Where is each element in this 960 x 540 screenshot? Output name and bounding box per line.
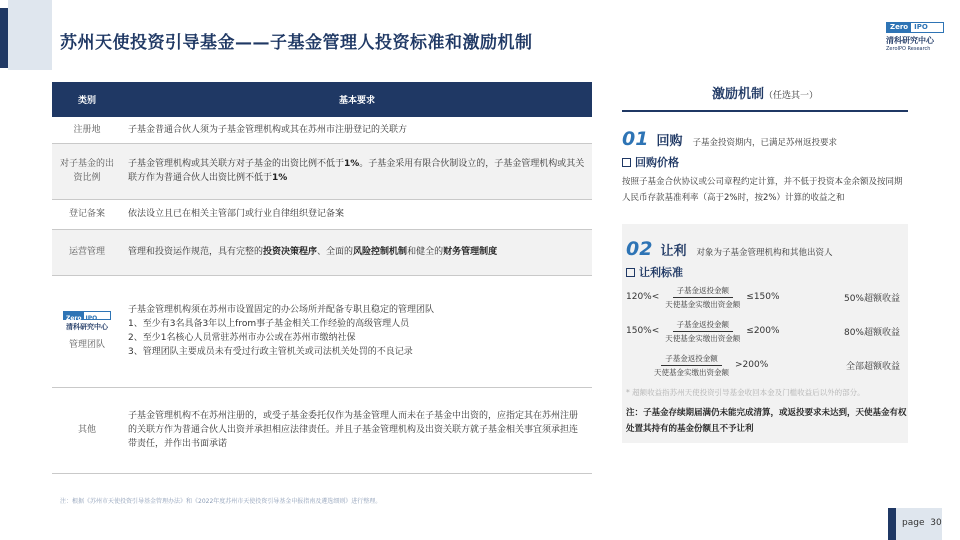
header bbox=[0, 0, 960, 70]
buyback-price-heading: 回购价格 bbox=[622, 154, 908, 170]
zeroipo-logo: Zero IPO 清科研究中心 ZeroIPO Research bbox=[886, 22, 944, 52]
incentive-panel bbox=[622, 78, 908, 443]
col-header-requirement: 基本要求 bbox=[122, 82, 592, 117]
square-bullet-icon bbox=[626, 268, 635, 277]
header-accent-bar bbox=[0, 8, 8, 68]
page-title: 苏州天使投资引导基金——子基金管理人投资标准和激励机制 bbox=[60, 33, 533, 53]
profit-tier-2: 150%< $\frac{\text{子基金返投金额}}{\text{天使基金实缴出资金额}}$ ≤200% 80%超额收益 bbox=[626, 319, 900, 343]
table-row: 运营管理 管理和投资运作规范，具有完整的投资决策程序、全面的风险控制机制和健全的财务管理制度 bbox=[52, 229, 592, 275]
page-number: 30 bbox=[930, 518, 942, 528]
table-row: 对子基金的出资比例 子基金管理机构或其关联方对子基金的出资比例不低于1%。子基金采用有限合伙制设立的，子基金管理机构或其关联方作为普通合伙人出资比例不低于1% bbox=[52, 143, 592, 199]
buyback-price-text: 按照子基金合伙协议或公司章程约定计算，并不低于投资本金余额及按同期人民币存款基准利率（高于2%时，按2%）计算的收益之和 bbox=[622, 177, 903, 203]
table-row: Zero IPO 清科研究中心 管理团队 子基金管理机构须在苏州市设置固定的办公场所并配备专职且稳定的管理团队 1、至少有3名具备3年以上from事子基金相关工作经验的高级管理人员 2、至少1名核心人员常驻苏州市办公或在苏州市缴纳社保 3、管理团队主要成员未有受过行政主管机关或司法机关处罚的不良记录 bbox=[52, 275, 592, 387]
table-row: 其他 子基金管理机构不在苏州注册的，或受子基金委托仅作为基金管理人而未在子基金中出资的，应指定其在苏州注册的关联方作为普通合伙人出资并承担相应法律责任。并且子基金管理机构及出资关联方就子基金相关事宜须承担连带责任，并作出书面承诺 bbox=[52, 387, 592, 473]
excess-return-note: * 超额收益指苏州天使投资引导基金收回本金及门槛收益后以外的部分。 bbox=[626, 388, 865, 397]
liquidation-note: 注：子基金存续期届满仍未能完成清算，或返投要求未达到，天使基金有权处置其持有的基金份额且不予让利 bbox=[626, 408, 907, 434]
requirements-table bbox=[52, 82, 592, 474]
section-buyback-header: 01 回购 子基金投资期内，已满足苏州返投要求 bbox=[622, 128, 837, 150]
table-row: 登记备案 依法设立且已在相关主管部门或行业自律组织登记备案 bbox=[52, 199, 592, 229]
profit-share-heading: 让利标准 bbox=[626, 264, 908, 280]
square-bullet-icon bbox=[622, 158, 631, 167]
page-number-tab: page 30 bbox=[888, 508, 942, 540]
profit-tier-3: $\frac{\text{子基金返投金额}}{\text{天使基金实缴出资金额}}$ >200% 全部超额收益 bbox=[654, 353, 900, 377]
panel-title: 激励机制（任选其一） bbox=[622, 78, 908, 112]
watermark-logo: Zero IPO 清科研究中心 bbox=[63, 311, 111, 334]
col-header-category: 类别 bbox=[52, 82, 122, 117]
table-row: 注册地 子基金普通合伙人须为子基金管理机构或其在苏州市注册登记的关联方 bbox=[52, 117, 592, 143]
section-profit-share-header: 02 让利 对象为子基金管理机构和其他出资人 bbox=[626, 238, 833, 260]
section-profit-share bbox=[622, 224, 908, 443]
profit-tier-1: 120%< $\frac{\text{子基金返投金额}}{\text{天使基金实缴出资金额}}$ ≤150% 50%超额收益 bbox=[626, 285, 900, 309]
footnote: 注：根据《苏州市天使投资引导基金管理办法》和《2022年度苏州市天使投资引导基金申报指南及遴选细则》进行整理。 bbox=[60, 498, 382, 505]
header-accent-block bbox=[8, 0, 52, 70]
